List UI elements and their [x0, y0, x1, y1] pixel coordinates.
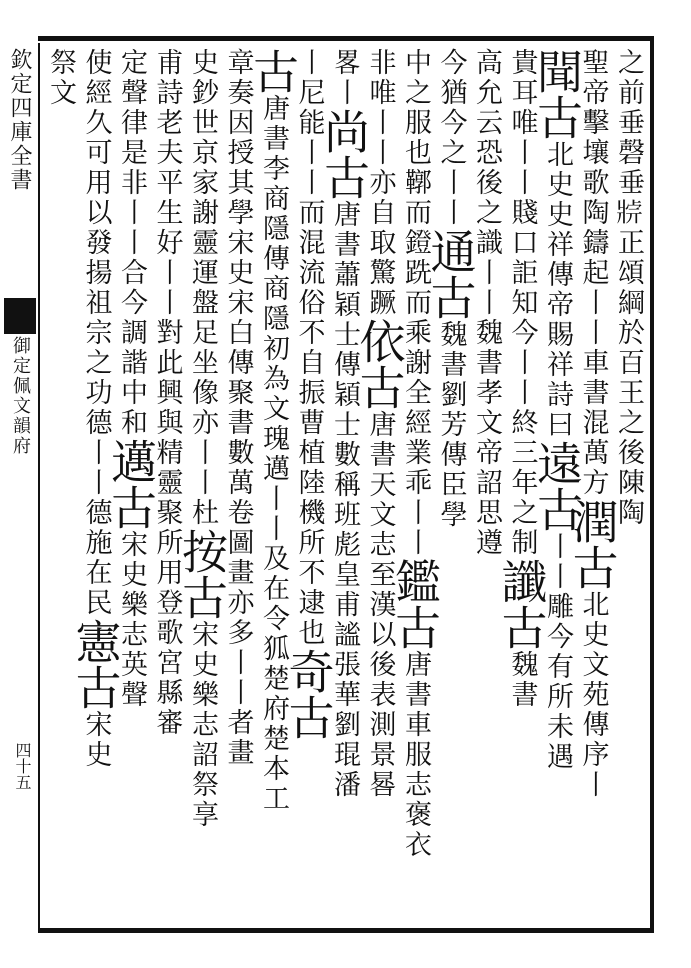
- entry-text: 貴耳唯丨丨賤口詎知今丨丨終三年之制: [506, 48, 538, 558]
- text-column: [388, 48, 442, 924]
- entry-headword: 依古: [352, 318, 407, 410]
- entry-text: 魏書劉芳傳臣學: [435, 320, 467, 530]
- entry-text: 魏書: [506, 650, 538, 710]
- entry-text: 丨丨雕今有所未遇: [542, 532, 573, 772]
- entry-headword: 讖古: [494, 558, 549, 650]
- entry-text: 丨: [293, 48, 325, 78]
- bottom-border-rule: [38, 928, 654, 933]
- margin-collection-title: 欽定四庫全書: [7, 48, 32, 192]
- margin-book-title: 御定佩文韻府: [10, 336, 31, 456]
- entry-headword: 鑑古: [388, 558, 442, 650]
- entry-headword: 尚古: [317, 108, 371, 200]
- entry-text: 尼能丨丨而混流俗不自振曹植陸機所不逮也: [293, 78, 325, 648]
- entry-headword: 奇古: [281, 648, 336, 740]
- text-column: [423, 48, 478, 924]
- text-column: [40, 48, 80, 924]
- entry-text: 非唯丨丨亦自取驚蹶: [364, 48, 396, 318]
- entry-headword: 聞古: [530, 48, 584, 140]
- entry-text: 史鈔世京家謝靈運盤足坐像亦丨丨杜: [187, 48, 218, 528]
- entry-text: 定聲律是非丨丨合今調諧中和: [116, 48, 147, 438]
- entry-text: 北史文苑傳序丨: [577, 590, 609, 800]
- fishtail-block-mark: [4, 298, 36, 334]
- entry-text: 唐書車服志褒衣: [400, 650, 431, 860]
- entry-headword: 邁古: [104, 438, 158, 530]
- entry-headword: 憲古: [68, 618, 123, 710]
- entry-text: 畧丨: [329, 48, 360, 108]
- entry-text: 章奏因授其學宋史宋白傳聚書數萬卷圖畫亦多丨丨者畫: [222, 48, 254, 768]
- entry-text: 唐書李商隱傳商隱初為文瑰邁丨丨及在令狐楚府楚本工: [258, 94, 289, 814]
- entry-text: 唐書天文志至漢以後表測景晷: [364, 410, 396, 800]
- entry-text: 高允云恐後之識丨丨魏書孝文帝詔思遵: [471, 48, 502, 558]
- entry-text: 祭文: [45, 48, 76, 108]
- text-column: [175, 48, 229, 924]
- text-column: [68, 48, 123, 924]
- text-column: [317, 48, 371, 924]
- text-column: [466, 48, 506, 924]
- text-column: [608, 48, 648, 924]
- margin-page-number: 四十五: [13, 742, 32, 790]
- entry-text: 宋史: [80, 710, 112, 770]
- entry-text: 之前垂磬垂𤖄正頌綱於百王之後陳陶: [613, 48, 644, 528]
- text-column: [104, 48, 158, 924]
- text-column: [530, 48, 584, 924]
- entry-text: 今猶今之丨丨: [435, 48, 467, 228]
- main-text-area: [44, 48, 648, 924]
- entry-text: 宋史樂志英聲: [116, 530, 147, 710]
- text-column: [218, 48, 258, 924]
- entry-text: 中之服也鞹而鐙跣而乘謝全經業乖丨丨: [400, 48, 431, 558]
- text-column: [246, 48, 300, 924]
- entry-text: 使經久可用以發揚祖宗之功德丨丨德施在民: [80, 48, 112, 618]
- right-border-rule: [650, 36, 654, 933]
- page-margin-column: [2, 44, 36, 924]
- text-column: [494, 48, 549, 924]
- entry-headword: 通古: [423, 228, 478, 320]
- entry-text: 聖帝擊壤歌陶鑄起丨丨車書混萬方: [577, 48, 609, 498]
- entry-headword: 按古: [175, 528, 229, 620]
- entry-text: 宋史樂志詔祭享: [187, 620, 218, 830]
- entry-text: 甫詩老夫平生好丨丨對此興與精靈聚所用登歌宮縣審: [151, 48, 183, 738]
- top-border-rule: [38, 36, 654, 41]
- entry-headword: 潤古: [565, 498, 620, 590]
- text-column: [281, 48, 336, 924]
- entry-text: 唐書蕭穎士傳穎士數稱班彪皇甫謐張華劉琨潘: [329, 200, 360, 800]
- entry-headword: 古: [246, 48, 300, 94]
- entry-headword: 遠古: [530, 440, 584, 532]
- entry-text: 北史史祥傳帝賜祥詩曰: [542, 140, 573, 440]
